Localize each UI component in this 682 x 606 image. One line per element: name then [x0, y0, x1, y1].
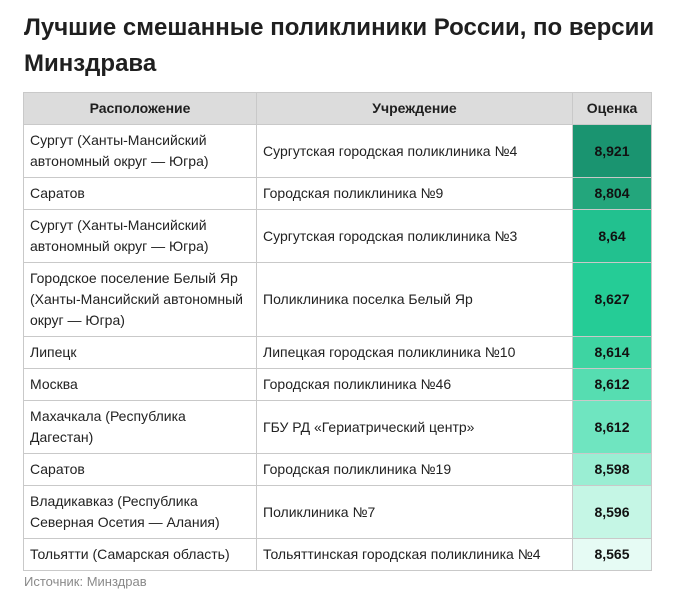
table-row — [24, 401, 652, 454]
score-cell: 8,64 — [573, 210, 652, 263]
location-cell: Москва — [24, 369, 257, 401]
location-cell: Сургут (Ханты-Мансийский автономный округ — Югра) — [24, 125, 257, 178]
score-cell: 8,921 — [573, 125, 652, 178]
location-cell: Сургут (Ханты-Мансийский автономный округ — Югра) — [24, 210, 257, 263]
score-cell: 8,614 — [573, 337, 652, 369]
column-header-score: Оценка — [573, 93, 652, 125]
ranking-table — [23, 92, 652, 571]
institution-cell: Липецкая городская поликлиника №10 — [257, 337, 573, 369]
table-row — [24, 263, 652, 337]
institution-cell: Городская поликлиника №19 — [257, 454, 573, 486]
score-cell: 8,612 — [573, 401, 652, 454]
column-header-institution: Учреждение — [257, 93, 573, 125]
score-cell: 8,596 — [573, 486, 652, 539]
institution-cell: Тольяттинская городская поликлиника №4 — [257, 539, 573, 571]
column-header-location: Расположение — [24, 93, 257, 125]
score-cell: 8,612 — [573, 369, 652, 401]
location-cell: Саратов — [24, 178, 257, 210]
table-row — [24, 125, 652, 178]
location-cell: Саратов — [24, 454, 257, 486]
table-row — [24, 454, 652, 486]
table-row — [24, 178, 652, 210]
institution-cell: ГБУ РД «Гериатрический центр» — [257, 401, 573, 454]
location-cell: Махачкала (Республика Дагестан) — [24, 401, 257, 454]
institution-cell: Городская поликлиника №46 — [257, 369, 573, 401]
table-header-row — [24, 93, 652, 125]
table-row — [24, 369, 652, 401]
score-cell: 8,565 — [573, 539, 652, 571]
location-cell: Тольятти (Самарская область) — [24, 539, 257, 571]
table-row — [24, 210, 652, 263]
table-row — [24, 539, 652, 571]
source-note: Источник: Минздрав — [24, 574, 147, 589]
institution-cell: Поликлиника поселка Белый Яр — [257, 263, 573, 337]
page-title: Лучшие смешанные поликлиники России, по версии Минздрава — [24, 14, 655, 77]
table-row — [24, 337, 652, 369]
institution-cell: Городская поликлиника №9 — [257, 178, 573, 210]
score-cell: 8,804 — [573, 178, 652, 210]
institution-cell: Поликлиника №7 — [257, 486, 573, 539]
location-cell: Владикавказ (Республика Северная Осетия — Алания) — [24, 486, 257, 539]
institution-cell: Сургутская городская поликлиника №3 — [257, 210, 573, 263]
score-cell: 8,598 — [573, 454, 652, 486]
location-cell: Городское поселение Белый Яр (Ханты-Мансийский автономный округ — Югра) — [24, 263, 257, 337]
score-cell: 8,627 — [573, 263, 652, 337]
location-cell: Липецк — [24, 337, 257, 369]
institution-cell: Сургутская городская поликлиника №4 — [257, 125, 573, 178]
table-row — [24, 486, 652, 539]
